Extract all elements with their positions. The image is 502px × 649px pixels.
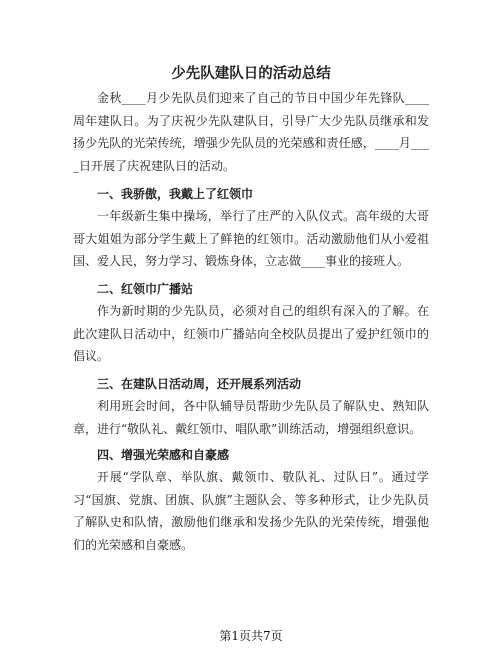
section-4-body: 开展“学队章、举队旗、戴领巾、敬队礼、过队日”。通过学习“国旗、党旗、团旗、队旗”主题队会、等多种形式，让少先队员了解队史和队情，激励他们继承和发扬少先队的光荣传统，增强他们的光荣感和自豪感。 — [73, 470, 429, 552]
section-3-heading: 三、在建队日活动周，还开展系列活动 — [97, 377, 302, 391]
section-2-body: 作为新时期的少先队员，必须对自己的组织有深入的了解。在此次建队日活动中，红领巾广播站向全校队员提出了爱护红领巾的倡议。 — [73, 304, 429, 363]
page-number-footer: 第1页共7页 — [219, 629, 283, 643]
document-title: 少先队建队日的活动总结 — [171, 65, 331, 82]
section-3-body: 利用班会时间，各中队辅导员帮助少先队员了解队史、熟知队章，进行“敬队礼、戴红领巾、唱队歌”训练活动，增强组织意识。 — [73, 399, 429, 436]
section-1-body: 一年级新生集中操场，举行了庄严的入队仪式。高年级的大哥哥大姐姐为部分学生戴上了鲜艳的红领巾。活动激励他们从小爱祖国、爱人民，努力学习、锻炼身体，立志做____事业的接班人。 — [73, 209, 429, 268]
intro-paragraph: 金秋____月少先队员们迎来了自己的节日中国少年先锋队____周年建队日。为了庆祝少先队建队日，引导广大少先队员继承和发扬少先队的光荣传统，增强少先队员的光荣感和责任感，____月____日开展了庆祝建队日的活动。 — [73, 91, 429, 173]
section-4-heading: 四、增强光荣感和自豪感 — [97, 448, 230, 462]
section-2-heading: 二、红领巾广播站 — [97, 282, 194, 296]
section-1-heading: 一、我骄傲，我戴上了红领巾 — [97, 187, 254, 201]
